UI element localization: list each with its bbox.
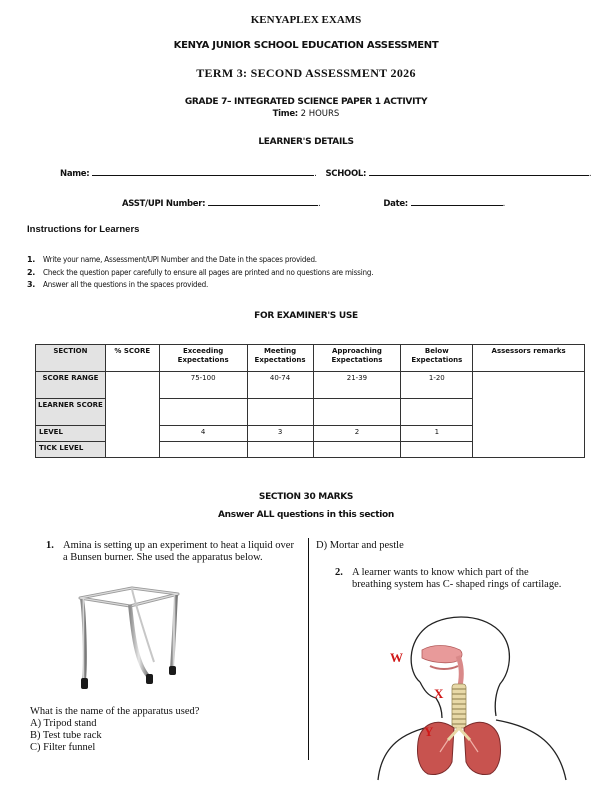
question-prompt: What is the name of the apparatus used? — [30, 706, 200, 717]
col-meeting: Meeting Expectations — [247, 345, 313, 372]
label-w: W — [390, 650, 403, 665]
question-1 — [46, 540, 296, 564]
level-label: LEVEL — [36, 426, 106, 442]
instruction-item — [27, 267, 373, 280]
option-d[interactable]: D) Mortar and pestle — [316, 540, 404, 551]
learner-score-cell[interactable] — [401, 399, 473, 426]
name-school-row — [60, 167, 592, 179]
instruction-num: 1. — [27, 255, 36, 264]
col-remarks: Assessors remarks — [473, 345, 585, 372]
instructions-heading: Instructions for Learners — [27, 224, 140, 235]
question-text: A learner wants to know which part of the breathing system has C- shaped rings of cartilage. — [352, 567, 562, 590]
instruction-item — [27, 279, 373, 292]
option-a[interactable]: A) Tripod stand — [30, 718, 97, 729]
tick-cell[interactable] — [313, 442, 401, 458]
asst-dot: . — [317, 199, 321, 209]
instruction-item — [27, 254, 373, 267]
date-field[interactable] — [411, 197, 503, 206]
tick-cell[interactable] — [247, 442, 313, 458]
question-number: 1. — [46, 540, 54, 551]
question-1-options — [30, 706, 300, 754]
section-subtitle: Answer ALL questions in this section — [218, 510, 394, 520]
col-exceeding: Exceeding Expectations — [159, 345, 247, 372]
time-line — [0, 109, 612, 119]
option-b[interactable]: B) Test tube rack — [30, 730, 102, 741]
paper-title: GRADE 7– INTEGRATED SCIENCE PAPER 1 ACTIVITY — [184, 97, 428, 107]
level-cell: 2 — [313, 426, 401, 442]
instruction-text: Answer all the questions in the spaces provided. — [43, 280, 209, 289]
percent-score-cell[interactable] — [105, 372, 159, 458]
date-dot: . — [502, 199, 506, 209]
time-value: 2 HOURS — [300, 109, 340, 119]
breathing-system-diagram — [368, 612, 574, 782]
level-cell: 1 — [401, 426, 473, 442]
time-label: Time: — [272, 109, 298, 119]
learner-score-cell[interactable] — [159, 399, 247, 426]
term-title: TERM 3: SECOND ASSESSMENT 2026 — [196, 66, 416, 80]
instruction-num: 3. — [27, 280, 36, 289]
score-range-label: SCORE RANGE — [36, 372, 106, 399]
school-field[interactable] — [369, 167, 589, 176]
examiner-table — [35, 344, 585, 458]
tick-cell[interactable] — [159, 442, 247, 458]
instruction-num: 2. — [27, 267, 36, 277]
label-x: X — [434, 686, 444, 701]
asst-date-row — [122, 197, 505, 209]
level-cell: 4 — [159, 426, 247, 442]
org-title: KENYAPLEX EXAMS — [250, 14, 362, 26]
instruction-text: Write your name, Assessment/UPI Number and the Date in the spaces provided. — [43, 255, 317, 264]
column-divider — [308, 538, 309, 760]
col-percent-score: % SCORE — [105, 345, 159, 372]
learner-score-label: LEARNER SCORE — [36, 399, 106, 426]
date-label: Date: — [383, 199, 408, 209]
instruction-text: Check the question paper carefully to ensure all pages are printed and no questions are missing. — [43, 267, 374, 277]
table-row — [36, 372, 585, 399]
name-field[interactable] — [92, 167, 314, 176]
option-c[interactable]: C) Filter funnel — [30, 742, 96, 753]
table-header-row — [36, 345, 585, 372]
tripod-stand-image — [70, 580, 190, 695]
remarks-cell[interactable] — [473, 372, 585, 458]
col-section: SECTION — [36, 345, 106, 372]
score-range-cell: 1-20 — [401, 372, 473, 399]
examiner-heading: FOR EXAMINER'S USE — [254, 311, 358, 321]
question-number: 2. — [335, 567, 343, 578]
col-approaching: Approaching Expectations — [313, 345, 401, 372]
col-below: Below Expectations — [401, 345, 473, 372]
level-cell: 3 — [247, 426, 313, 442]
asst-label: ASST/UPI Number: — [122, 199, 206, 209]
score-range-cell: 21-39 — [313, 372, 401, 399]
school-label: SCHOOL: — [325, 169, 367, 179]
learner-score-cell[interactable] — [247, 399, 313, 426]
section-title: SECTION 30 MARKS — [258, 492, 354, 502]
assessment-title: KENYA JUNIOR SCHOOL EDUCATION ASSESSMENT — [173, 40, 439, 51]
learner-details-heading: LEARNER'S DETAILS — [258, 137, 354, 147]
score-range-cell: 75-100 — [159, 372, 247, 399]
tick-level-label: TICK LEVEL — [36, 442, 106, 458]
asst-field[interactable] — [208, 197, 318, 206]
label-y: Y — [424, 724, 434, 739]
name-label: Name: — [60, 169, 90, 179]
score-range-cell: 40-74 — [247, 372, 313, 399]
school-dot: . — [588, 169, 592, 179]
tick-cell[interactable] — [401, 442, 473, 458]
question-2 — [335, 567, 565, 591]
name-dot: . — [314, 169, 317, 179]
learner-score-cell[interactable] — [313, 399, 401, 426]
question-text: Amina is setting up an experiment to heat a liquid over a Bunsen burner. She used the apparatus below. — [63, 540, 294, 563]
instructions-list — [27, 254, 373, 292]
